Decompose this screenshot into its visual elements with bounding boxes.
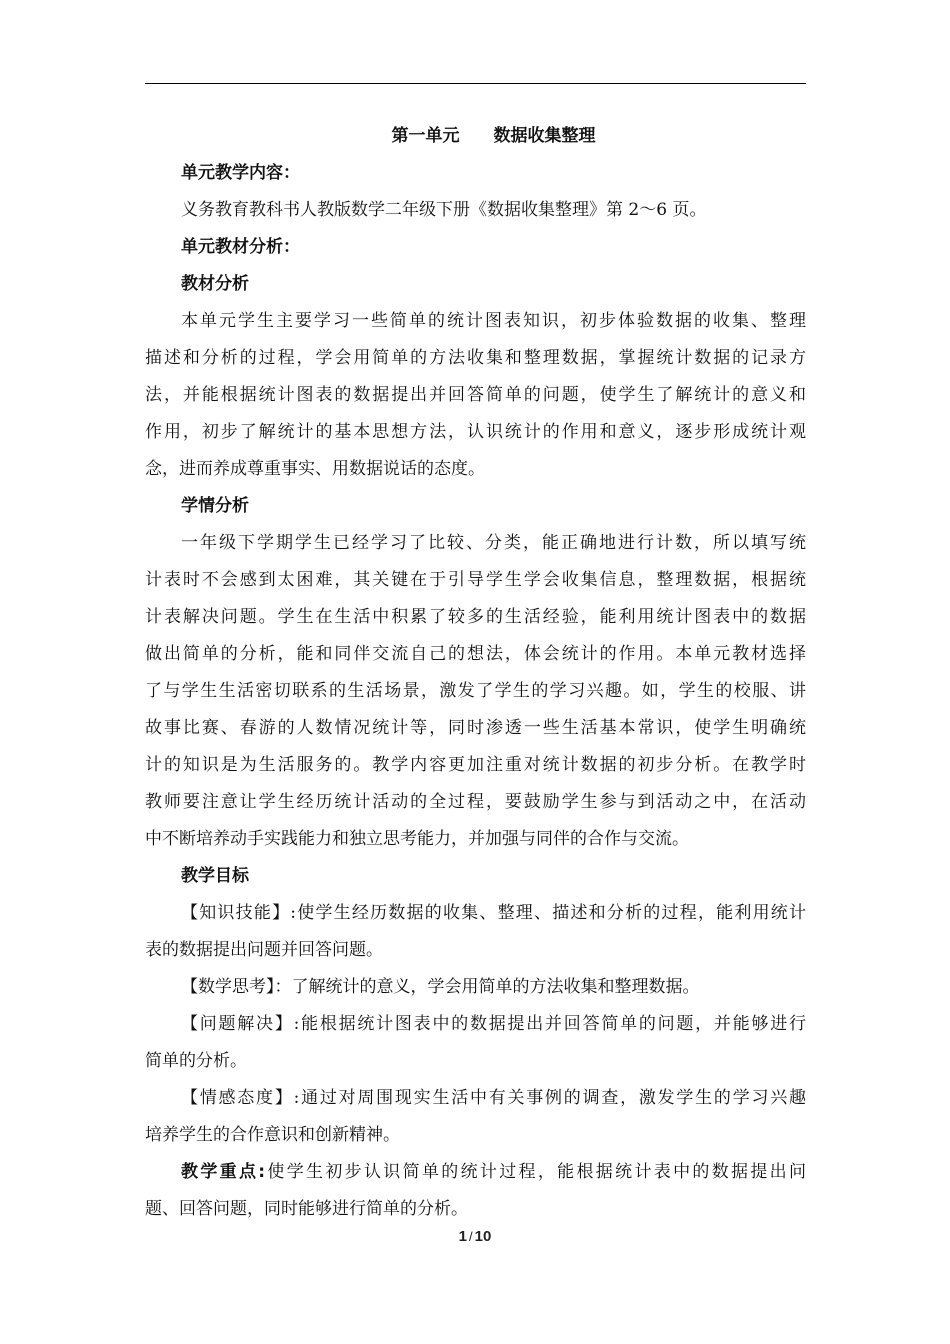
goal-knowledge-text: :使学生经历数据的收集、整理、描述和分析的过程，能利用统计: [290, 903, 807, 923]
student-paragraph-line: 中不断培养动手实践能力和独立思考能力，并加强与同伴的合作与交流。: [145, 829, 689, 849]
page-number: [0, 1228, 950, 1245]
document-body: [145, 118, 806, 1228]
goal-emotion: [145, 1080, 806, 1117]
student-paragraph-line: 计的知识是为生活服务的。教学内容更加注重对统计数据的初步分析。在教学时: [145, 755, 806, 775]
goal-emotion-continued: 培养学生的合作意识和创新精神。: [145, 1125, 400, 1145]
teaching-key-text: 使学生初步认识简单的统计过程，能根据统计表中的数据提出问: [265, 1162, 806, 1182]
student-heading: 学情分析: [181, 496, 249, 516]
material-heading: 教材分析: [181, 274, 249, 294]
goal-problem-text: :能根据统计图表中的数据提出并回答简单的问题，并能够进行: [293, 1014, 806, 1034]
teaching-key-point: [145, 1154, 806, 1191]
analysis-heading: 单元教材分析：: [181, 237, 300, 257]
goal-knowledge: [145, 895, 806, 932]
goal-thinking: [145, 969, 806, 1006]
goal-knowledge-continued: 表的数据提出问题并回答问题。: [145, 940, 383, 960]
content-heading: 单元教学内容：: [181, 163, 300, 183]
current-page: 1: [458, 1228, 468, 1245]
title-unit: 第一单元: [391, 126, 460, 146]
teaching-key-label: 教学重点:: [181, 1162, 266, 1182]
student-paragraph-line: 计表时不会感到太困难，其关键在于引导学生学会收集信息，整理数据，根据统: [145, 570, 806, 590]
page-separator: /: [469, 1229, 473, 1244]
goal-problem-continued: 简单的分析。: [145, 1051, 247, 1071]
goal-emotion-label: 【情感态度】: [181, 1088, 294, 1108]
material-paragraph-line: 作用，初步了解统计的基本思想方法，认识统计的作用和意义，逐步形成统计观: [145, 422, 806, 442]
document-title: [145, 118, 806, 155]
student-paragraph-line: 故事比赛、春游的人数情况统计等，同时渗透一些生活基本常识，使学生明确统: [145, 718, 806, 738]
student-paragraph-line: 教师要注意让学生经历统计活动的全过程，要鼓励学生参与到活动之中，在活动: [145, 792, 806, 812]
material-paragraph-line: 描述和分析的过程，学会用简单的方法收集和整理数据，掌握统计数据的记录方: [145, 348, 806, 368]
title-topic: 数据收集整理: [493, 126, 596, 146]
goal-thinking-text: ：了解统计的意义，学会用简单的方法收集和整理数据。: [274, 977, 700, 997]
material-paragraph-line: 法，并能根据统计图表的数据提出并回答简单的问题，使学生了解统计的意义和: [145, 385, 806, 405]
total-pages: 10: [474, 1228, 492, 1245]
goal-problem-label: 【问题解决】: [181, 1014, 294, 1034]
student-paragraph-line: 一年级下学期学生已经学习了比较、分类，能正确地进行计数，所以填写统: [181, 533, 806, 553]
teaching-key-continued: 题、回答问题，同时能够进行简单的分析。: [145, 1199, 468, 1219]
goals-heading: 教学目标: [181, 866, 249, 886]
student-paragraph-line: 了与学生生活密切联系的生活场景，激发了学生的学习兴趣。如，学生的校服、讲: [145, 681, 806, 701]
student-paragraph-line: 计表解决问题。学生在生活中积累了较多的生活经验，能利用统计图表中的数据: [145, 607, 806, 627]
goal-thinking-label: 【数学思考】: [181, 977, 275, 997]
content-text: 义务教育教科书人教版数学二年级下册《数据收集整理》第 2～6 页。: [181, 200, 707, 220]
goal-problem: [145, 1006, 806, 1043]
student-paragraph-line: 做出简单的分析，能和同伴交流自己的想法，体会统计的作用。本单元教材选择: [145, 644, 806, 664]
material-paragraph-line: 念，进而养成尊重事实、用数据说话的态度。: [145, 459, 485, 479]
goal-knowledge-label: 【知识技能】: [181, 903, 291, 923]
material-paragraph-line: 本单元学生主要学习一些简单的统计图表知识，初步体验数据的收集、整理: [181, 311, 806, 331]
header-rule: [145, 83, 806, 84]
goal-emotion-text: :通过对周围现实生活中有关事例的调查，激发学生的学习兴趣: [293, 1088, 806, 1108]
